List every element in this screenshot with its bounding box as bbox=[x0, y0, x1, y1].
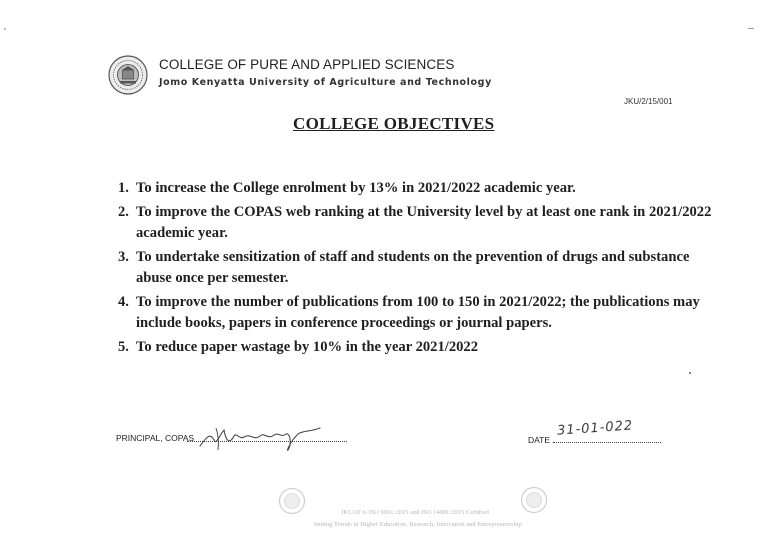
list-item-number: 3. bbox=[118, 248, 129, 265]
list-item-number: 4. bbox=[118, 293, 129, 310]
list-item bbox=[118, 202, 718, 245]
objectives-list bbox=[118, 178, 718, 358]
scan-mark bbox=[4, 28, 6, 30]
reference-code: JKU/2/15/001 bbox=[624, 97, 673, 106]
principal-signature-label: PRINCIPAL, COPAS bbox=[116, 433, 195, 443]
list-item bbox=[118, 247, 718, 290]
list-item bbox=[118, 178, 718, 200]
list-item-number: 2. bbox=[118, 203, 129, 220]
iso-certification-icon bbox=[520, 486, 548, 514]
list-item bbox=[118, 337, 718, 359]
college-name: COLLEGE OF PURE AND APPLIED SCIENCES bbox=[159, 57, 455, 72]
university-crest-icon bbox=[108, 55, 148, 95]
footer-certification: JKUAT is ISO 9001:2015 and ISO 14001:2015 Certified bbox=[341, 509, 489, 516]
handwritten-date: 31-01-022 bbox=[556, 418, 634, 439]
scan-mark bbox=[689, 372, 691, 374]
list-item-text: To improve the COPAS web ranking at the University level by at least one rank in 2021/2022 academic year. bbox=[136, 203, 712, 241]
scan-mark bbox=[748, 28, 754, 29]
iso-certification-icon bbox=[278, 487, 306, 515]
date-label: DATE bbox=[528, 435, 551, 445]
list-item-text: To reduce paper wastage by 10% in the year 2021/2022 bbox=[136, 338, 479, 355]
handwritten-signature bbox=[196, 420, 326, 454]
list-item-text: To improve the number of publications from 100 to 150 in 2021/2022; the publications may include books, papers in conference proceedings or journal papers. bbox=[136, 293, 700, 331]
footer-motto: Setting Trends in Higher Education, Research, Innovation and Entrepreneurship bbox=[314, 521, 522, 528]
list-item bbox=[118, 292, 718, 335]
list-item-text: To undertake sensitization of staff and students on the prevention of drugs and substance abuse once per semester. bbox=[136, 248, 690, 286]
date-line bbox=[553, 442, 661, 443]
page-title: COLLEGE OBJECTIVES bbox=[293, 114, 495, 133]
list-item-text: To increase the College enrolment by 13% in 2021/2022 academic year. bbox=[136, 180, 576, 196]
list-item-number: 5. bbox=[118, 338, 129, 355]
university-name: Jomo Kenyatta University of Agriculture and Technology bbox=[159, 77, 492, 88]
list-item-number: 1. bbox=[118, 180, 129, 196]
